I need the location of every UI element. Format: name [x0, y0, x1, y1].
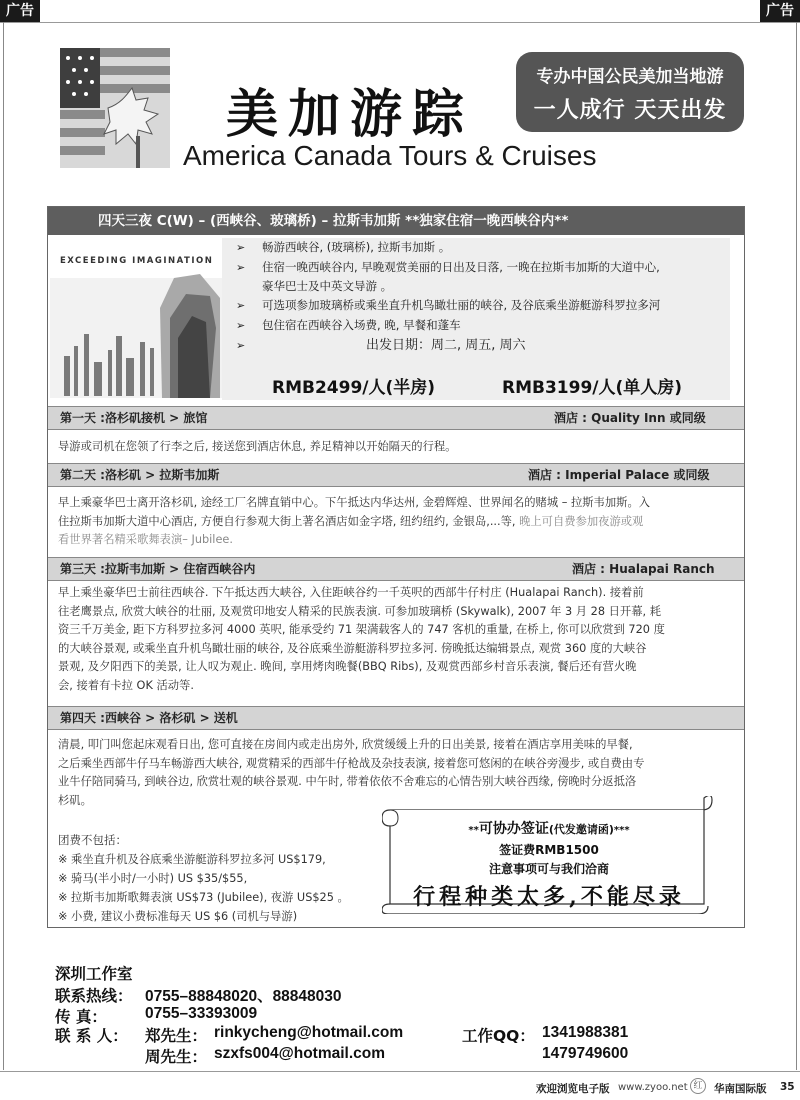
contact-person-label: 联 系 人： — [55, 1027, 128, 1045]
city-skyline-icon — [50, 238, 222, 398]
handwriting-note: 行程种类太多,不能尽录 — [413, 884, 685, 910]
slogan-box — [516, 52, 744, 132]
ad-tag-right: 广告 — [760, 0, 800, 22]
exclude-item: ※ 骑马(半小时/一小时) US $35/$55, — [58, 872, 248, 885]
visa-note: 注意事项可与我们洽商 — [488, 862, 609, 876]
arrow-icon: ➢ — [236, 299, 246, 312]
day-1-title: 第一天 :洛杉矶接机 > 旅馆 — [60, 411, 208, 425]
flag-logo — [60, 48, 170, 168]
day-2-title: 第二天 :洛杉矶 > 拉斯韦加斯 — [60, 468, 220, 482]
promo-image — [50, 238, 222, 398]
exclude-item: ※ 小费, 建议小费标准每天 US $6 (司机与导游) — [58, 910, 298, 923]
day-3-line: 会, 接着有卡拉 OK 活动等. — [58, 678, 194, 692]
price-half-room: RMB2499/人(半房) — [272, 378, 436, 398]
arrow-icon: ➢ — [236, 339, 246, 352]
day-3-line: 资三千万美金, 距下方科罗拉多河 4000 英呎, 能承受约 71 架满载客人的 747 客机的重量, 在桥上, 你可以欣赏到 720 度 — [58, 623, 665, 637]
slogan-line-2: 一人成行 天天出发 — [533, 98, 727, 123]
ad-tag-left: 广告 — [0, 0, 40, 22]
brand-name-en: America Canada Tours & Cruises — [183, 140, 597, 171]
highlight-4 — [236, 316, 461, 335]
fax-number: 0755–33393009 — [145, 1005, 258, 1022]
highlight-2-cont: 豪华巴士及中英文导游 。 — [262, 279, 393, 293]
day-2-optional-text: 晚上可自费参加夜游或观 — [515, 514, 644, 528]
day-3-line: 早上乘坐豪华巴士前往西峡谷. 下午抵达西大峡谷, 入住距峡谷约一千英呎的西部牛仔村庄 (Hualapai Ranch). 接着前 — [58, 586, 644, 599]
day-3-line: 景观, 及夕阳西下的美景, 让人叹为观止. 晚间, 享用烤肉晚餐(BBQ Ribs), 及观赏西部乡村音乐表演, 餐后还有营火晚 — [58, 660, 637, 674]
email-2[interactable]: szxfs004@hotmail.com — [214, 1045, 386, 1062]
highlight-2 — [236, 258, 660, 277]
day-4-line: 业牛仔陪同骑马, 到峡谷边, 欣赏壮观的峡谷景观. 中午时, 带着依依不舍难忘的心情告别大峡谷西缘, 傍晚时分返抵洛 — [58, 775, 637, 789]
brand-name-cn: 美加游踪 — [226, 84, 475, 145]
day-3-line: 的大峡谷景观, 或乘坐直升机鸟瞰壮丽的峡谷, 及谷底乘坐游艇游科罗拉多河. 傍晚抵达编辑景点, 观赏 360 度的大峡谷 — [58, 641, 647, 655]
hotline-label: 联系热线： — [55, 987, 133, 1005]
promo-image-tagline: EXCEEDING IMAGINATION — [60, 256, 214, 266]
day-2-header — [48, 463, 744, 487]
highlight-text: 可选项参加玻璃桥或乘坐直升机鸟瞰壮丽的峡谷, 及谷底乘坐游艇游科罗拉多河 — [262, 298, 661, 312]
contact-person-1: 郑先生： — [145, 1027, 208, 1045]
price-single-room: RMB3199/人(单人房) — [502, 378, 683, 398]
top-rule — [0, 22, 800, 23]
arrow-icon: ➢ — [236, 319, 246, 332]
qq-1: 1341988381 — [542, 1024, 629, 1041]
arrow-icon: ➢ — [236, 241, 246, 254]
footer-edition: 华南国际版 — [714, 1083, 767, 1095]
publisher-logo-icon: 红 — [690, 1078, 706, 1094]
exclude-item: ※ 乘坐直升机及谷底乘坐游艇游科罗拉多河 US$179, — [58, 853, 326, 866]
contact-person-2: 周先生： — [145, 1048, 208, 1066]
day-1-header — [48, 406, 744, 430]
page-number: 35 — [780, 1081, 795, 1093]
day-4-line: 杉矶。 — [58, 793, 92, 807]
day-1-body — [58, 438, 740, 457]
day-2-body — [58, 494, 740, 550]
day-4-title: 第四天 :西峡谷 > 洛杉矶 > 送机 — [60, 711, 238, 725]
day-1-line: 导游或司机在您领了行李之后, 接送您到酒店休息, 养足精神以开始隔天的行程。 — [58, 440, 457, 453]
qq-label: 工作QQ： — [462, 1027, 535, 1045]
day-2-line-text: 住拉斯韦加斯大道中心酒店, 方便自行参观大街上著名酒店如金字塔, 纽约纽约, 金银岛,...等, — [58, 514, 516, 528]
visa-fee: 签证费RMB1500 — [499, 843, 599, 857]
highlight-text: 住宿一晚西峡谷内, 早晚观赏美丽的日出及日落, 一晚在拉斯韦加斯的大道中心, — [262, 260, 660, 274]
highlight-text: 畅游西峡谷, (玻璃桥), 拉斯韦加斯 。 — [262, 240, 451, 254]
frame-right — [796, 22, 797, 1070]
exclude-item: ※ 拉斯韦加斯歌舞表演 US$73 (Jubilee), 夜游 US$25 。 — [58, 891, 349, 904]
visa-title — [382, 818, 716, 838]
day-2-line-3: 看世界著名精采歌舞表演– Jubilee. — [58, 533, 233, 547]
excludes-title: 团费不包括： — [58, 833, 127, 847]
footer-welcome: 欢迎浏览电子版 — [536, 1083, 610, 1095]
fax-label: 传 真： — [55, 1008, 107, 1026]
day-3-body — [58, 584, 740, 696]
day-2-hotel: 酒店 : Imperial Palace 或同级 — [528, 468, 710, 482]
day-2-line: 早上乘豪华巴士离开洛杉矶, 途经工厂名牌直销中心。下午抵达内华达州, 金碧辉煌、世界闻名的赌城 – 拉斯韦加斯。入 — [58, 496, 651, 509]
day-4-line: 之后乘坐西部牛仔马车畅游西大峡谷, 观赏精采的西部牛仔枪战及杂技表演, 接着您可悠闲的在峡谷旁漫步, 或自费由专 — [58, 756, 645, 770]
day-1-hotel: 酒店 : Quality Inn 或同级 — [554, 411, 706, 425]
visa-title-suffix: *** — [613, 825, 630, 836]
hotline-number: 0755–88848020、88848030 — [145, 988, 342, 1005]
arrow-icon: ➢ — [236, 261, 246, 274]
highlight-3 — [236, 296, 660, 315]
visa-title-main: 可协办签证 — [478, 821, 549, 837]
highlight-1 — [236, 238, 450, 257]
highlight-text: 包住宿在西峡谷入场费, 晚, 早餐和蓬车 — [262, 318, 461, 332]
day-4-header — [48, 706, 744, 730]
departure-dates: 出发日期：周二, 周五, 周六 — [366, 338, 526, 353]
visa-title-prefix: ** — [468, 825, 479, 836]
day-3-title: 第三天 :拉斯韦加斯 > 住宿西峡谷内 — [60, 562, 256, 576]
day-2-line-2 — [58, 513, 740, 532]
footer-site[interactable]: www.zyoo.net — [618, 1082, 688, 1093]
email-1[interactable]: rinkycheng@hotmail.com — [214, 1024, 404, 1041]
qq-2: 1479749600 — [542, 1045, 629, 1062]
highlight-5 — [236, 336, 526, 355]
day-3-line: 往老鹰景点, 欣赏大峡谷的壮丽, 及观赏印地安人精采的民族表演. 可参加玻璃桥 (Skywalk), 2007 年 3 月 28 日开幕, 耗 — [58, 604, 662, 618]
bottom-rule — [0, 1071, 800, 1072]
day-4-line: 清晨, 叩门叫您起床观看日出, 您可直接在房间内或走出房外, 欣赏缓缓上升的日出美景, 接着在酒店享用美味的早餐, — [58, 738, 633, 751]
day-3-hotel: 酒店 : Hualapai Ranch — [572, 562, 715, 576]
day-3-header — [48, 557, 744, 581]
office-name: 深圳工作室 — [55, 965, 133, 983]
tour-title: 四天三夜 C(W) – (西峡谷、玻璃桥) – 拉斯韦加斯 **独家住宿一晚西峡谷内** — [48, 207, 744, 235]
frame-left — [3, 22, 4, 1070]
visa-title-sub: (代发邀请函) — [548, 823, 614, 836]
slogan-line-1: 专办中国公民美加当地游 — [536, 67, 724, 87]
